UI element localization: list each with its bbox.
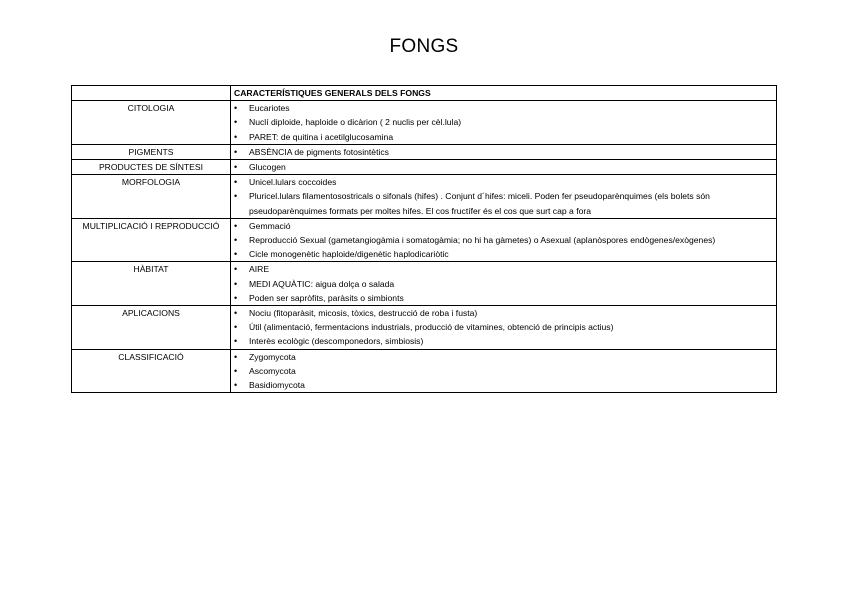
list-item: • Basidiomycota — [231, 378, 776, 392]
bullet-list — [231, 175, 776, 218]
list-item: • Unicel.lulars coccoides — [231, 175, 776, 189]
table-row — [72, 101, 777, 145]
list-item: • Nuclí diploide, haploide o dicàrion ( 2 nuclis per cèl.lula) — [231, 115, 776, 129]
page-title: FONGS — [389, 36, 459, 57]
list-item: • MEDI AQUÀTIC: aigua dolça o salada — [231, 277, 776, 291]
row-category: PRODUCTES DE SÍNTESI — [72, 160, 231, 175]
list-item: • Glucogen — [231, 160, 776, 174]
row-category: CITOLOGIA — [72, 101, 231, 145]
list-item: • PARET: de quitina i acetilglucosamina — [231, 130, 776, 144]
row-category: CLASSIFICACIÓ — [72, 349, 231, 393]
list-item: • Pluricel.lulars filamentosostricals o sifonals (hifes) . Conjunt d´hifes: miceli. Poden fer pseudoparènquimes (els bolets són pseudoparènquimes formats per moltes hifes. El cos fructífer és el cos que surt cap a fora — [231, 189, 776, 217]
bullet-list — [231, 350, 776, 393]
bullet-list — [231, 160, 776, 174]
table-row — [72, 144, 777, 159]
list-item: • Reproducció Sexual (gametangiogàmia i somatogàmia; no hi ha gàmetes) o Asexual (aplanòspores endògenes/exògenes) — [231, 233, 776, 247]
list-item: • Poden ser sapròfits, paràsits o simbionts — [231, 291, 776, 305]
row-category: MORFOLOGIA — [72, 175, 231, 219]
list-item: • Ascomycota — [231, 364, 776, 378]
row-category: PIGMENTS — [72, 144, 231, 159]
list-item: • Interès ecològic (descomponedors, simbiosis) — [231, 334, 776, 348]
list-item: • AIRE — [231, 262, 776, 276]
table-row — [72, 262, 777, 306]
bullet-list — [231, 101, 776, 144]
row-content — [231, 306, 777, 350]
list-item: • Gemmació — [231, 219, 776, 233]
row-category: HÀBITAT — [72, 262, 231, 306]
row-content — [231, 101, 777, 145]
table-header: CARACTERÍSTIQUES GENERALS DELS FONGS — [231, 86, 777, 101]
list-item: • Nociu (fitoparàsit, micosis, tòxics, destrucció de roba i fusta) — [231, 306, 776, 320]
list-item: • ABSÈNCIA de pigments fotosintètics — [231, 145, 776, 159]
bullet-list — [231, 219, 776, 262]
row-content — [231, 218, 777, 262]
row-content — [231, 175, 777, 219]
row-content — [231, 144, 777, 159]
list-item: • Eucariotes — [231, 101, 776, 115]
header-empty-cell — [72, 86, 231, 101]
row-content — [231, 349, 777, 393]
characteristics-table — [71, 85, 777, 393]
bullet-list — [231, 145, 776, 159]
table-row — [72, 175, 777, 219]
table-row — [72, 160, 777, 175]
table-row — [72, 218, 777, 262]
list-item: • Cicle monogenètic haploide/digenètic haplodicariòtic — [231, 247, 776, 261]
bullet-list — [231, 262, 776, 305]
table-header-row — [72, 86, 777, 101]
row-category: MULTIPLICACIÓ I REPRODUCCIÓ — [72, 218, 231, 262]
row-content — [231, 262, 777, 306]
list-item: • Zygomycota — [231, 350, 776, 364]
bullet-list — [231, 306, 776, 349]
table-row — [72, 306, 777, 350]
row-content — [231, 160, 777, 175]
table-row — [72, 349, 777, 393]
row-category: APLICACIONS — [72, 306, 231, 350]
list-item: • Útil (alimentació, fermentacions industrials, producció de vitamines, obtenció de principis actius) — [231, 320, 776, 334]
